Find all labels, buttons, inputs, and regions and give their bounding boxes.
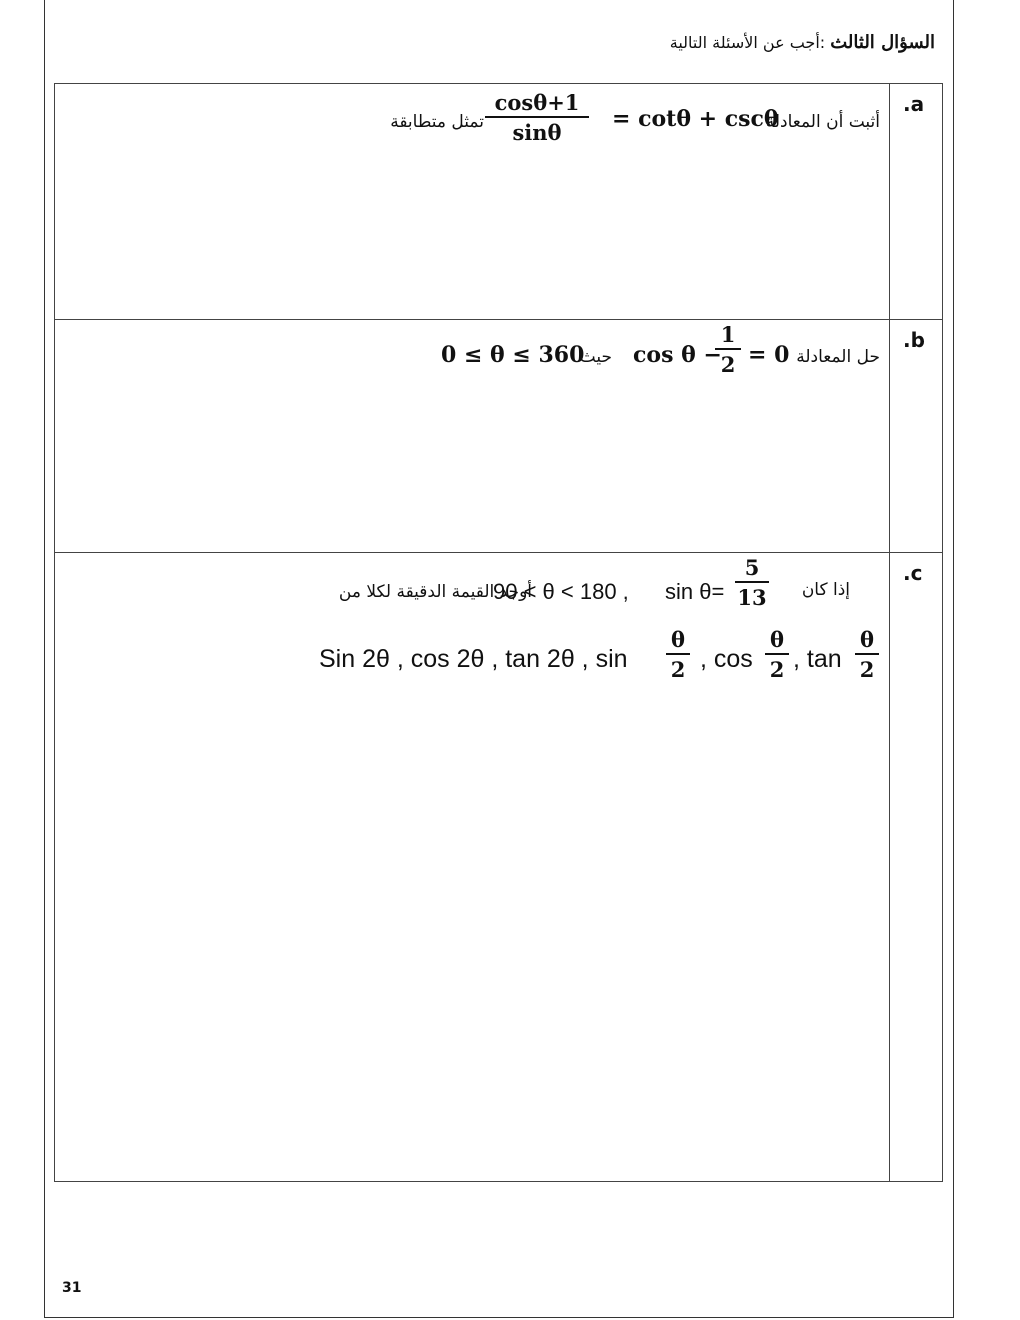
- part-a-prompt: أثبت أن المعادلة: [765, 112, 880, 132]
- part-b-range: 0 ≤ θ ≤ 360: [441, 342, 585, 368]
- part-c-sep-cos: , cos: [700, 645, 753, 673]
- column-divider: [889, 84, 890, 319]
- part-c-prompt: إذا كان: [801, 580, 850, 600]
- half-numerator: θ: [765, 627, 789, 655]
- part-b-where: حيث: [579, 347, 612, 367]
- part-c-list: Sin 2θ , cos 2θ , tan 2θ , sin: [319, 645, 628, 673]
- part-a-fraction: [485, 90, 589, 145]
- question-table: [54, 83, 943, 1182]
- question-title: السؤال الثالث: [830, 32, 935, 53]
- half-angle-fraction-sin: [666, 627, 690, 682]
- page-number: 31: [62, 1280, 82, 1296]
- part-c-condition: 90 < θ < 180 ,: [493, 579, 629, 604]
- part-a-label: .a: [903, 92, 925, 116]
- half-denominator: 2: [769, 657, 785, 682]
- part-b-row: [55, 320, 942, 553]
- part-c-label: .c: [903, 561, 923, 585]
- part-b-cos: cos θ −: [633, 342, 722, 368]
- question-instruction: :أجب عن الأسئلة التالية: [669, 33, 826, 52]
- part-b-label: .b: [903, 328, 925, 352]
- part-b-zero: = 0: [748, 342, 790, 368]
- part-a-numerator: cosθ+1: [485, 90, 589, 118]
- part-a-denominator: sinθ: [512, 120, 562, 145]
- half-numerator: θ: [666, 627, 690, 655]
- part-c-sin: sin θ=: [665, 579, 725, 604]
- part-b-prompt: حل المعادلة: [796, 347, 880, 367]
- half-denominator: 2: [670, 657, 686, 682]
- question-header: [670, 32, 935, 53]
- half-numerator: θ: [855, 627, 879, 655]
- part-c-row: [55, 553, 942, 1182]
- half-angle-fraction-cos: [765, 627, 789, 682]
- part-a-row: [55, 84, 942, 320]
- part-b-denominator: 2: [720, 352, 736, 377]
- column-divider: [889, 320, 890, 552]
- part-c-denominator: 13: [737, 585, 767, 610]
- part-b-numerator: 1: [715, 322, 741, 350]
- half-denominator: 2: [859, 657, 875, 682]
- part-a-suffix: تمثل متطابقة: [390, 112, 484, 132]
- part-c-fraction: [735, 555, 769, 610]
- part-a-rhs: = cotθ + cscθ: [612, 106, 779, 132]
- part-c-find: أوجد القيمة الدقيقة لكلا من: [338, 582, 532, 602]
- part-c-numerator: 5: [735, 555, 769, 583]
- half-angle-fraction-tan: [855, 627, 879, 682]
- column-divider: [889, 553, 890, 1182]
- part-c-sep-tan: , tan: [793, 645, 842, 673]
